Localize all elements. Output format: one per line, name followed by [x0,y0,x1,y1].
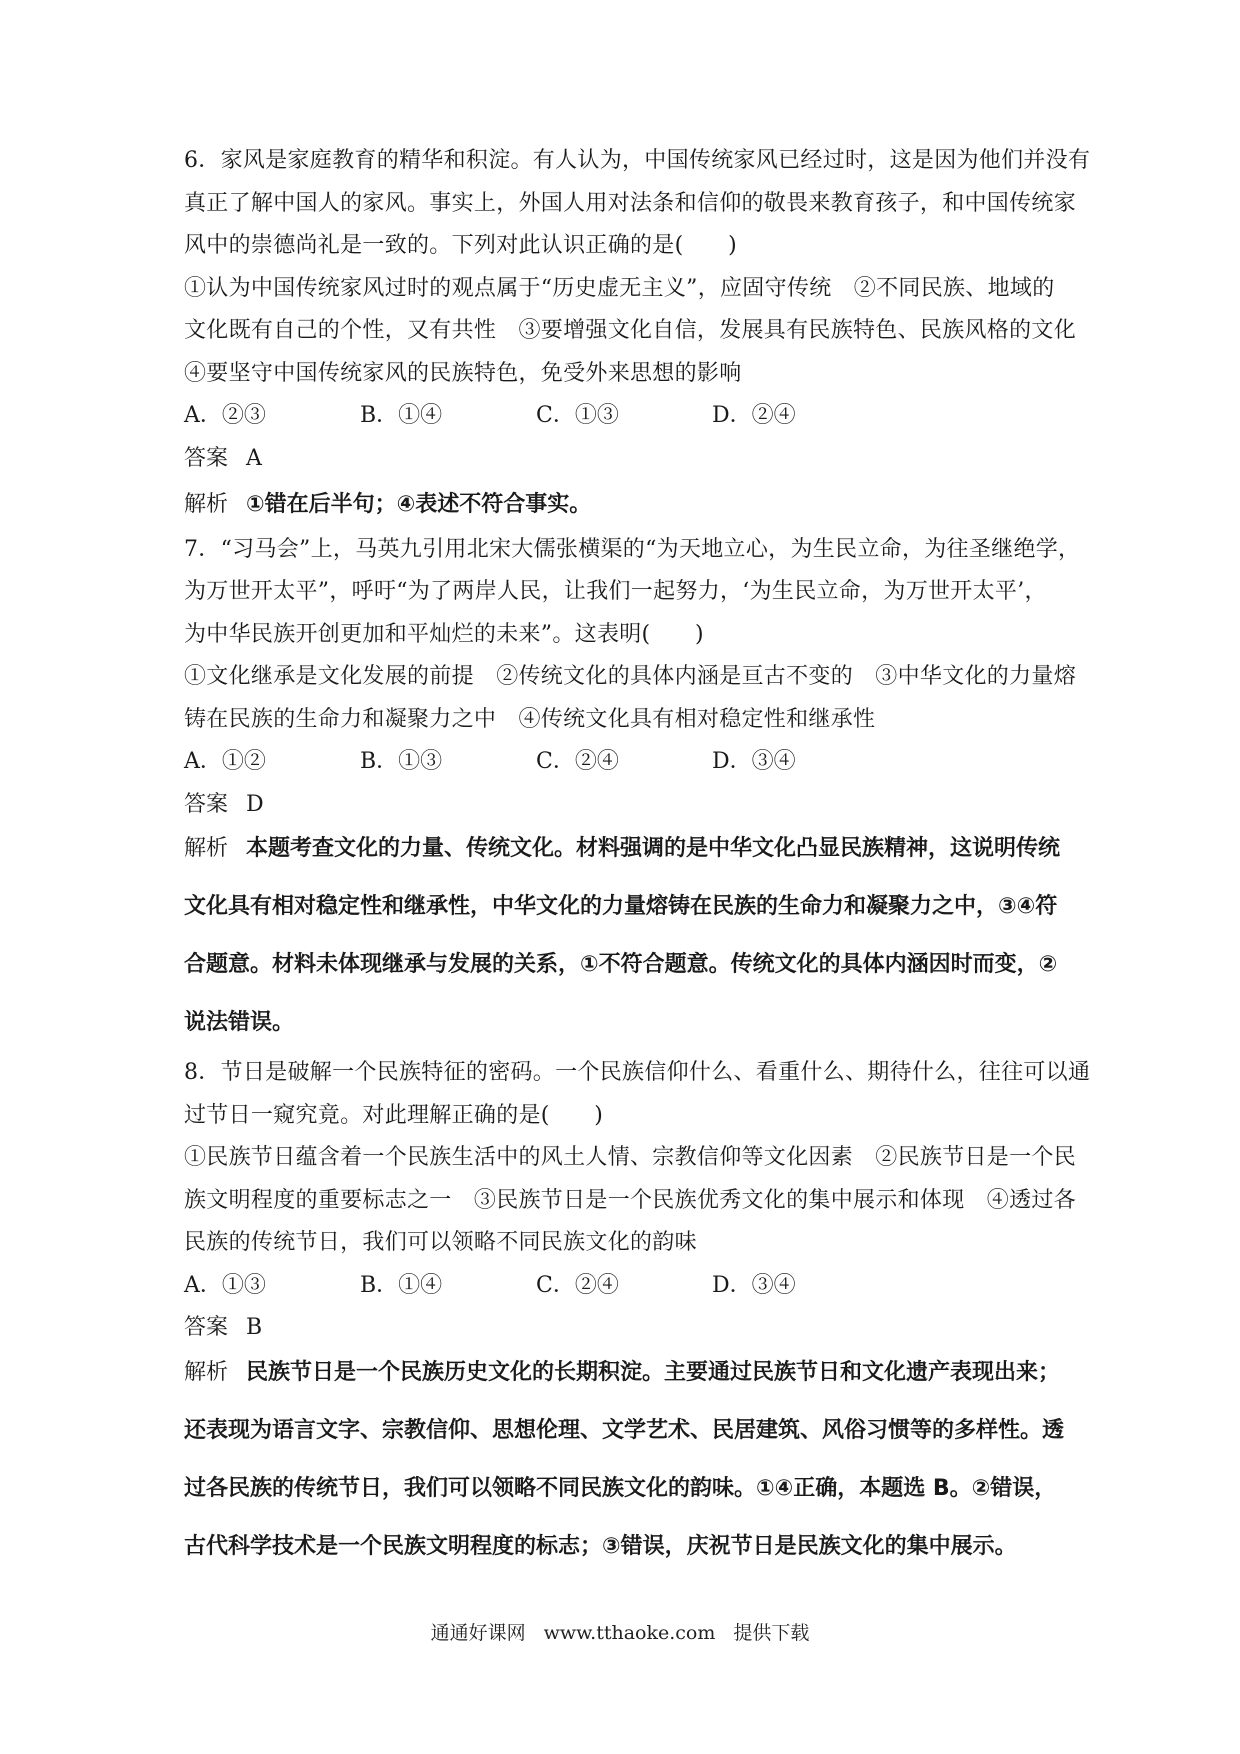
question-stem-line: ①认为中国传统家风过时的观点属于“历史虚无主义”，应固守传统 ②不同民族、地域的 [184,275,1055,301]
page-footer [0,1618,1240,1645]
analysis-text: 民族节日是一个民族历史文化的长期积淀。主要通过民族节日和文化遗产表现出来； [246,1359,1061,1385]
answer-line [184,438,1064,481]
option-d: D．②④ [712,403,796,428]
analysis-line: 过各民族的传统节日，我们可以领略不同民族文化的韵味。①④正确，本题选 B。②错误， [184,1475,1057,1501]
question-stem-line: ①文化继承是文化发展的前提 ②传统文化的具体内涵是亘古不变的 ③中华文化的力量熔 [184,664,1077,689]
question-7 [184,529,1081,1053]
question-stem-line: 风中的崇德尚礼是一致的。下列对此认识正确的是( ) [184,233,737,258]
question-8 [184,1052,1091,1576]
analysis-line: 古代科学技术是一个民族文明程度的标志；③错误，庆祝节日是民族文化的集中展示。 [184,1533,1017,1559]
option-a: A．②③ [184,403,266,428]
question-stem-line: ④要坚守中国传统家风的民族特色，免受外来思想的影响 [184,360,742,386]
answer-label: 答案 [184,445,229,471]
answer-value: B [246,1315,263,1340]
question-stem-line: 过节日一窥究竟。对此理解正确的是( ) [184,1102,604,1128]
option-d: D．③④ [712,749,796,774]
analysis-line [184,820,1064,878]
document-page [184,140,1091,1576]
analysis-block [184,1344,1064,1576]
analysis-line [184,1344,1064,1402]
analysis-label: 解析 [184,1359,229,1385]
analysis-text: ①错在后半句；④表述不符合事实。 [246,492,592,517]
option-b: B．①④ [360,403,443,428]
option-c: C．②④ [536,1272,619,1298]
option-b: B．①③ [360,749,443,774]
answer-label: 答案 [184,791,229,817]
option-a: A．①② [184,749,266,774]
analysis-label: 解析 [184,492,229,517]
analysis-line: 文化具有相对稳定性和继承性，中华文化的力量熔铸在民族的生命力和凝聚力之中，③④符 [184,894,1058,919]
analysis-line [184,484,1064,527]
question-stem-line: 文化既有自己的个性，又有共性 ③要增强文化自信，发展具有民族特色、民族风格的文化 [184,318,1077,343]
question-stem-line: 7．“习马会”上，马英九引用北宋大儒张横渠的“为天地立心，为生民立命，为往圣继绝学， [184,536,1081,562]
analysis-line: 合题意。材料未体现继承与发展的关系，①不符合题意。传统文化的具体内涵因时而变，② [184,952,1058,977]
answer-options [184,741,1064,784]
option-a: A．①③ [184,1272,266,1298]
question-stem-line: 真正了解中国人的家风。事实上，外国人用对法条和信仰的敬畏来教育孩子，和中国传统家 [184,190,1077,216]
footer-url[interactable]: www.tthaoke.com [543,1622,716,1644]
analysis-label: 解析 [184,836,229,861]
question-stem-line: 族文明程度的重要标志之一 ③民族节日是一个民族优秀文化的集中展示和体现 ④透过各 [184,1187,1077,1213]
answer-options [184,395,1064,438]
question-6 [184,140,1091,527]
question-stem-line: ①民族节日蕴含着一个民族生活中的风土人情、宗教信仰等文化因素 ②民族节日是一个民 [184,1145,1077,1170]
question-stem-line: 民族的传统节日，我们可以领略不同民族文化的韵味 [184,1230,697,1255]
footer-suffix: 提供下载 [733,1622,810,1644]
option-b: B．①④ [360,1272,443,1298]
option-d: D．③④ [712,1272,796,1298]
option-c: C．①③ [536,403,619,428]
answer-options [184,1265,1064,1308]
option-c: C．②④ [536,749,619,774]
footer-site-name: 通通好课网 [430,1622,526,1644]
answer-value: D [246,791,264,817]
question-stem-line: 8．节日是破解一个民族特征的密码。一个民族信仰什么、看重什么、期待什么，往往可以通 [184,1060,1091,1085]
analysis-block [184,820,1064,1052]
analysis-line: 还表现为语言文字、宗教信仰、思想伦理、文学艺术、民居建筑、风俗习惯等的多样性。透 [184,1417,1065,1443]
question-stem-line: 为中华民族开创更加和平灿烂的未来”。这表明( ) [184,621,704,647]
answer-value: A [246,445,262,471]
analysis-text: 本题考查文化的力量、传统文化。材料强调的是中华文化凸显民族精神，这说明传统 [246,836,1061,861]
question-stem-line: 铸在民族的生命力和凝聚力之中 ④传统文化具有相对稳定性和继承性 [184,706,876,732]
question-stem-line: 为万世开太平”，呼吁“为了两岸人民，让我们一起努力，‘为生民立命，为万世开太平’， [184,579,1047,604]
question-stem-line: 6．家风是家庭教育的精华和积淀。有人认为，中国传统家风已经过时，这是因为他们并没有 [184,148,1091,173]
analysis-line: 说法错误。 [184,1010,295,1035]
answer-label: 答案 [184,1315,229,1340]
